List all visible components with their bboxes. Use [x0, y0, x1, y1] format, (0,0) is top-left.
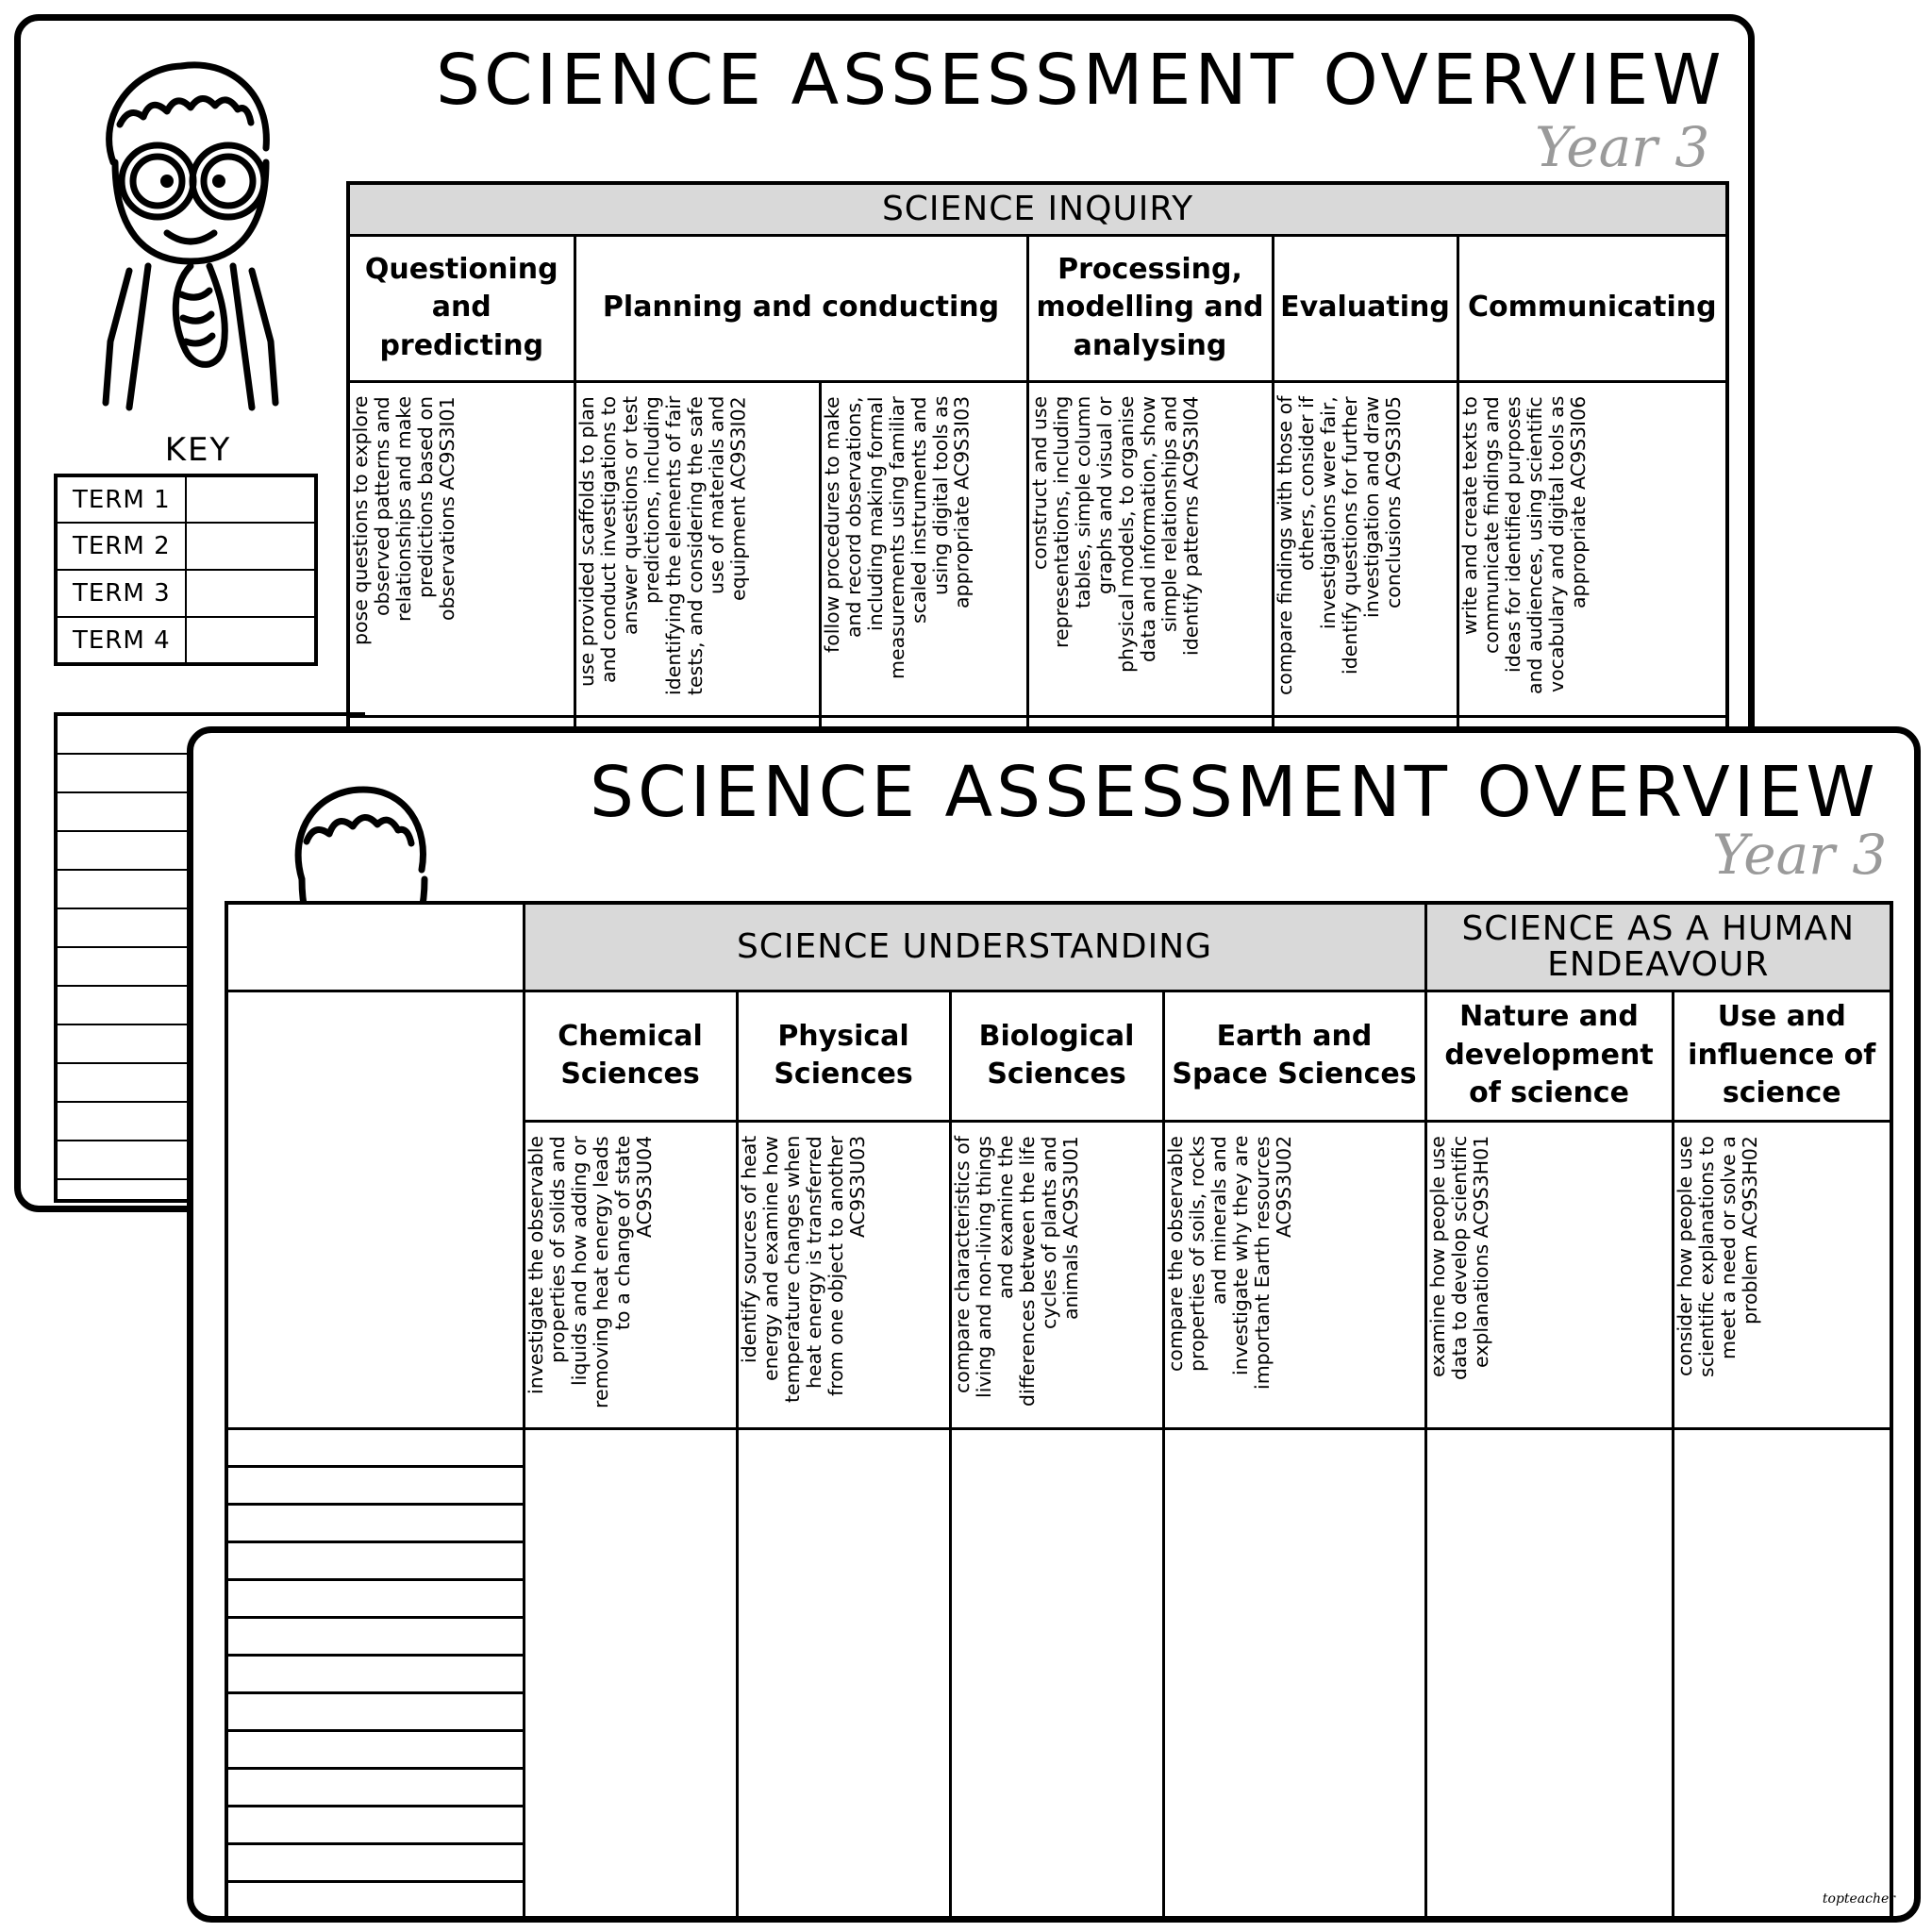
assessment-cell[interactable]	[1163, 1466, 1425, 1504]
student-name-cell[interactable]	[226, 1504, 524, 1541]
assessment-cell[interactable]	[1425, 1692, 1673, 1730]
student-name-cell[interactable]	[226, 1617, 524, 1655]
term-key	[54, 474, 318, 666]
assessment-cell[interactable]	[1163, 1504, 1425, 1541]
science-inquiry-table	[346, 181, 1729, 774]
assessment-cell[interactable]	[737, 1579, 950, 1617]
assessment-row	[226, 1692, 1891, 1730]
strand-use-influence: Use and influence of science	[1673, 991, 1891, 1121]
key-term-3: TERM 3	[56, 570, 186, 617]
descriptor-cell	[348, 381, 575, 716]
descriptor-cell	[820, 381, 1027, 716]
descriptor-AC9S3I04: construct and use representations, including tables, simple column graphs and visual or physical models, to organise data and information, show simple relationships and identify patterns AC9S3I04	[1027, 395, 1203, 673]
assessment-cell[interactable]	[1163, 1881, 1425, 1919]
assessment-cell[interactable]	[950, 1768, 1163, 1806]
strand-physical-sciences: Physical Sciences	[737, 991, 950, 1121]
student-name-cell[interactable]	[226, 1466, 524, 1504]
assessment-cell[interactable]	[524, 1843, 737, 1881]
descriptor-cell	[575, 381, 820, 716]
assessment-cell[interactable]	[950, 1806, 1163, 1843]
worksheet-science-understanding	[187, 726, 1921, 1923]
assessment-cell[interactable]	[1673, 1579, 1891, 1617]
assessment-cell[interactable]	[737, 1655, 950, 1692]
assessment-cell[interactable]	[1163, 1768, 1425, 1806]
assessment-cell[interactable]	[737, 1768, 950, 1806]
student-name-cell[interactable]	[226, 1655, 524, 1692]
page-title: SCIENCE ASSESSMENT OVERVIEW	[590, 752, 1879, 833]
strand-earth-space-sciences: Earth and Space Sciences	[1163, 991, 1425, 1121]
assessment-cell[interactable]	[1425, 1428, 1673, 1466]
key-term-4: TERM 4	[56, 617, 186, 664]
assessment-cell[interactable]	[524, 1617, 737, 1655]
assessment-cell[interactable]	[950, 1541, 1163, 1579]
section-science-understanding: SCIENCE UNDERSTANDING	[524, 903, 1425, 991]
assessment-cell[interactable]	[950, 1466, 1163, 1504]
assessment-cell[interactable]	[737, 1541, 950, 1579]
assessment-cell[interactable]	[1673, 1692, 1891, 1730]
assessment-cell[interactable]	[950, 1579, 1163, 1617]
descriptor-AC9S3H01: examine how people use data to develop scientific explanations AC9S3H01	[1425, 1135, 1492, 1380]
descriptor-AC9S3I05: compare findings with those of others, consider if investigations were fair, identify questions for further investigation and draw conclusions AC9S3I05	[1273, 395, 1405, 695]
assessment-cell[interactable]	[1163, 1655, 1425, 1692]
assessment-cell[interactable]	[950, 1504, 1163, 1541]
descriptor-AC9S3H02: consider how people use scientific explanations to meet a need or solve a problem AC9S3H02	[1673, 1135, 1761, 1377]
assessment-cell[interactable]	[1163, 1579, 1425, 1617]
assessment-cell[interactable]	[1163, 1692, 1425, 1730]
descriptor-cell	[950, 1121, 1163, 1428]
descriptor-AC9S3I01: pose questions to explore observed patterns and relationships and make predictions based on observations AC9S3I01	[349, 395, 458, 645]
student-name-cell[interactable]	[226, 1579, 524, 1617]
student-name-cell[interactable]	[226, 1806, 524, 1843]
assessment-cell[interactable]	[1673, 1617, 1891, 1655]
descriptor-AC9S3U02: compare the observable properties of soils, rocks and minerals and investigate why they are important Earth resources AC9S3U02	[1163, 1135, 1295, 1390]
assessment-cell[interactable]	[1425, 1466, 1673, 1504]
assessment-row	[226, 1466, 1891, 1504]
assessment-cell[interactable]	[524, 1768, 737, 1806]
key-term-3-swatch[interactable]	[186, 570, 316, 617]
assessment-cell[interactable]	[1425, 1881, 1673, 1919]
descriptor-cell	[737, 1121, 950, 1428]
assessment-cell[interactable]	[950, 1692, 1163, 1730]
assessment-cell[interactable]	[737, 1428, 950, 1466]
descriptor-cell	[1163, 1121, 1425, 1428]
assessment-cell[interactable]	[1673, 1428, 1891, 1466]
key-term-1-swatch[interactable]	[186, 475, 316, 523]
assessment-cell[interactable]	[524, 1881, 737, 1919]
brand-logo: topteacher	[1822, 1891, 1895, 1907]
assessment-row	[226, 1541, 1891, 1579]
assessment-cell[interactable]	[950, 1617, 1163, 1655]
assessment-row	[226, 1655, 1891, 1692]
descriptor-AC9S3U01: compare characteristics of living and non-living things and examine the differences between the life cycles of plants and animals AC9S3U01	[950, 1135, 1082, 1407]
assessment-row	[226, 1504, 1891, 1541]
assessment-cell[interactable]	[950, 1881, 1163, 1919]
descriptor-AC9S3U03: identify sources of heat energy and examine how temperature changes when heat energy is transferred from one object to another AC9S3U03	[737, 1135, 869, 1403]
year-label: Year 3	[1712, 823, 1888, 887]
assessment-cell[interactable]	[524, 1730, 737, 1768]
assessment-row	[226, 1881, 1891, 1919]
assessment-cell[interactable]	[1163, 1541, 1425, 1579]
assessment-cell[interactable]	[1673, 1768, 1891, 1806]
assessment-rows	[226, 1428, 1891, 1919]
assessment-row	[226, 1428, 1891, 1466]
assessment-cell[interactable]	[737, 1843, 950, 1881]
assessment-row	[226, 1806, 1891, 1843]
assessment-cell[interactable]	[524, 1428, 737, 1466]
assessment-cell[interactable]	[737, 1692, 950, 1730]
assessment-cell[interactable]	[950, 1730, 1163, 1768]
student-name-cell[interactable]	[226, 1428, 524, 1466]
assessment-cell[interactable]	[950, 1655, 1163, 1692]
assessment-cell[interactable]	[1425, 1730, 1673, 1768]
strand-communicating: Communicating	[1457, 235, 1727, 381]
assessment-cell[interactable]	[1673, 1806, 1891, 1843]
assessment-row	[226, 1843, 1891, 1881]
strand-nature-development: Nature and development of science	[1425, 991, 1673, 1121]
assessment-cell[interactable]	[524, 1806, 737, 1843]
strand-processing: Processing, modelling and analysing	[1027, 235, 1273, 381]
section-science-inquiry: SCIENCE INQUIRY	[348, 183, 1727, 235]
assessment-cell[interactable]	[1673, 1504, 1891, 1541]
descriptor-cell	[524, 1121, 737, 1428]
spacer	[226, 991, 524, 1121]
kid-with-goggles-icon	[77, 49, 304, 417]
assessment-cell[interactable]	[950, 1843, 1163, 1881]
assessment-row	[226, 1768, 1891, 1806]
assessment-cell[interactable]	[524, 1504, 737, 1541]
assessment-cell[interactable]	[524, 1655, 737, 1692]
assessment-cell[interactable]	[1425, 1617, 1673, 1655]
assessment-cell[interactable]	[950, 1428, 1163, 1466]
assessment-cell[interactable]	[1425, 1504, 1673, 1541]
student-name-cell[interactable]	[226, 1881, 524, 1919]
student-name-cell[interactable]	[226, 1541, 524, 1579]
assessment-cell[interactable]	[524, 1579, 737, 1617]
assessment-cell[interactable]	[737, 1617, 950, 1655]
descriptor-AC9S3I02: use provided scaffolds to plan and conduct investigations to answer questions or test predictions, including identifying the elements of fair tests, and considering the safe use of materials and equipment AC9S3I02	[575, 395, 750, 695]
assessment-cell[interactable]	[1163, 1843, 1425, 1881]
assessment-cell[interactable]	[737, 1881, 950, 1919]
assessment-cell[interactable]	[1163, 1617, 1425, 1655]
spacer	[226, 1121, 524, 1428]
strand-evaluating: Evaluating	[1273, 235, 1457, 381]
assessment-cell[interactable]	[1673, 1655, 1891, 1692]
assessment-cell[interactable]	[1425, 1768, 1673, 1806]
assessment-cell[interactable]	[1673, 1730, 1891, 1768]
assessment-cell[interactable]	[524, 1692, 737, 1730]
descriptor-AC9S3U04: investigate the observable properties of solids and liquids and how adding or removing heat energy leads to a change of state AC9S3U04	[524, 1135, 656, 1408]
assessment-cell[interactable]	[1425, 1655, 1673, 1692]
descriptor-AC9S3I03: follow procedures to make and record observations, including making formal measurements using familiar scaled instruments and using digital tools as appropriate AC9S3I03	[820, 395, 974, 679]
strand-planning: Planning and conducting	[575, 235, 1027, 381]
student-name-cell[interactable]	[226, 1692, 524, 1730]
assessment-cell[interactable]	[737, 1504, 950, 1541]
key-term-2-swatch[interactable]	[186, 523, 316, 570]
assessment-cell[interactable]	[737, 1466, 950, 1504]
key-title: KEY	[164, 431, 232, 469]
assessment-cell[interactable]	[1425, 1843, 1673, 1881]
assessment-cell[interactable]	[1425, 1579, 1673, 1617]
descriptor-cell	[1027, 381, 1273, 716]
assessment-row	[226, 1617, 1891, 1655]
assessment-cell[interactable]	[1673, 1466, 1891, 1504]
assessment-cell[interactable]	[1673, 1843, 1891, 1881]
assessment-row	[226, 1579, 1891, 1617]
strand-chemical-sciences: Chemical Sciences	[524, 991, 737, 1121]
student-name-cell[interactable]	[226, 1768, 524, 1806]
descriptor-cell	[1673, 1121, 1891, 1428]
year-label: Year 3	[1535, 115, 1710, 179]
assessment-cell[interactable]	[1163, 1806, 1425, 1843]
assessment-cell[interactable]	[1163, 1730, 1425, 1768]
section-science-human-endeavour: SCIENCE AS A HUMAN ENDEAVOUR	[1425, 903, 1891, 991]
assessment-cell[interactable]	[1425, 1806, 1673, 1843]
assessment-cell[interactable]	[1425, 1541, 1673, 1579]
assessment-cell[interactable]	[737, 1730, 950, 1768]
strand-biological-sciences: Biological Sciences	[950, 991, 1163, 1121]
key-term-2: TERM 2	[56, 523, 186, 570]
descriptor-AC9S3I06: write and create texts to communicate findings and ideas for identified purposes and audiences, using scientific vocabulary and digital tools as appropriate AC9S3I06	[1457, 395, 1590, 694]
spacer	[226, 903, 524, 991]
descriptor-cell	[1457, 381, 1727, 716]
student-name-cell[interactable]	[226, 1843, 524, 1881]
page-title: SCIENCE ASSESSMENT OVERVIEW	[436, 40, 1725, 121]
assessment-cell[interactable]	[737, 1806, 950, 1843]
assessment-cell[interactable]	[1163, 1428, 1425, 1466]
assessment-row	[226, 1730, 1891, 1768]
descriptor-cell	[1273, 381, 1457, 716]
student-name-cell[interactable]	[226, 1730, 524, 1768]
assessment-cell[interactable]	[524, 1541, 737, 1579]
descriptor-cell	[1425, 1121, 1673, 1428]
science-understanding-table	[225, 901, 1893, 1921]
key-term-4-swatch[interactable]	[186, 617, 316, 664]
key-term-1: TERM 1	[56, 475, 186, 523]
assessment-cell[interactable]	[524, 1466, 737, 1504]
assessment-cell[interactable]	[1673, 1541, 1891, 1579]
strand-questioning: Questioning and predicting	[348, 235, 575, 381]
